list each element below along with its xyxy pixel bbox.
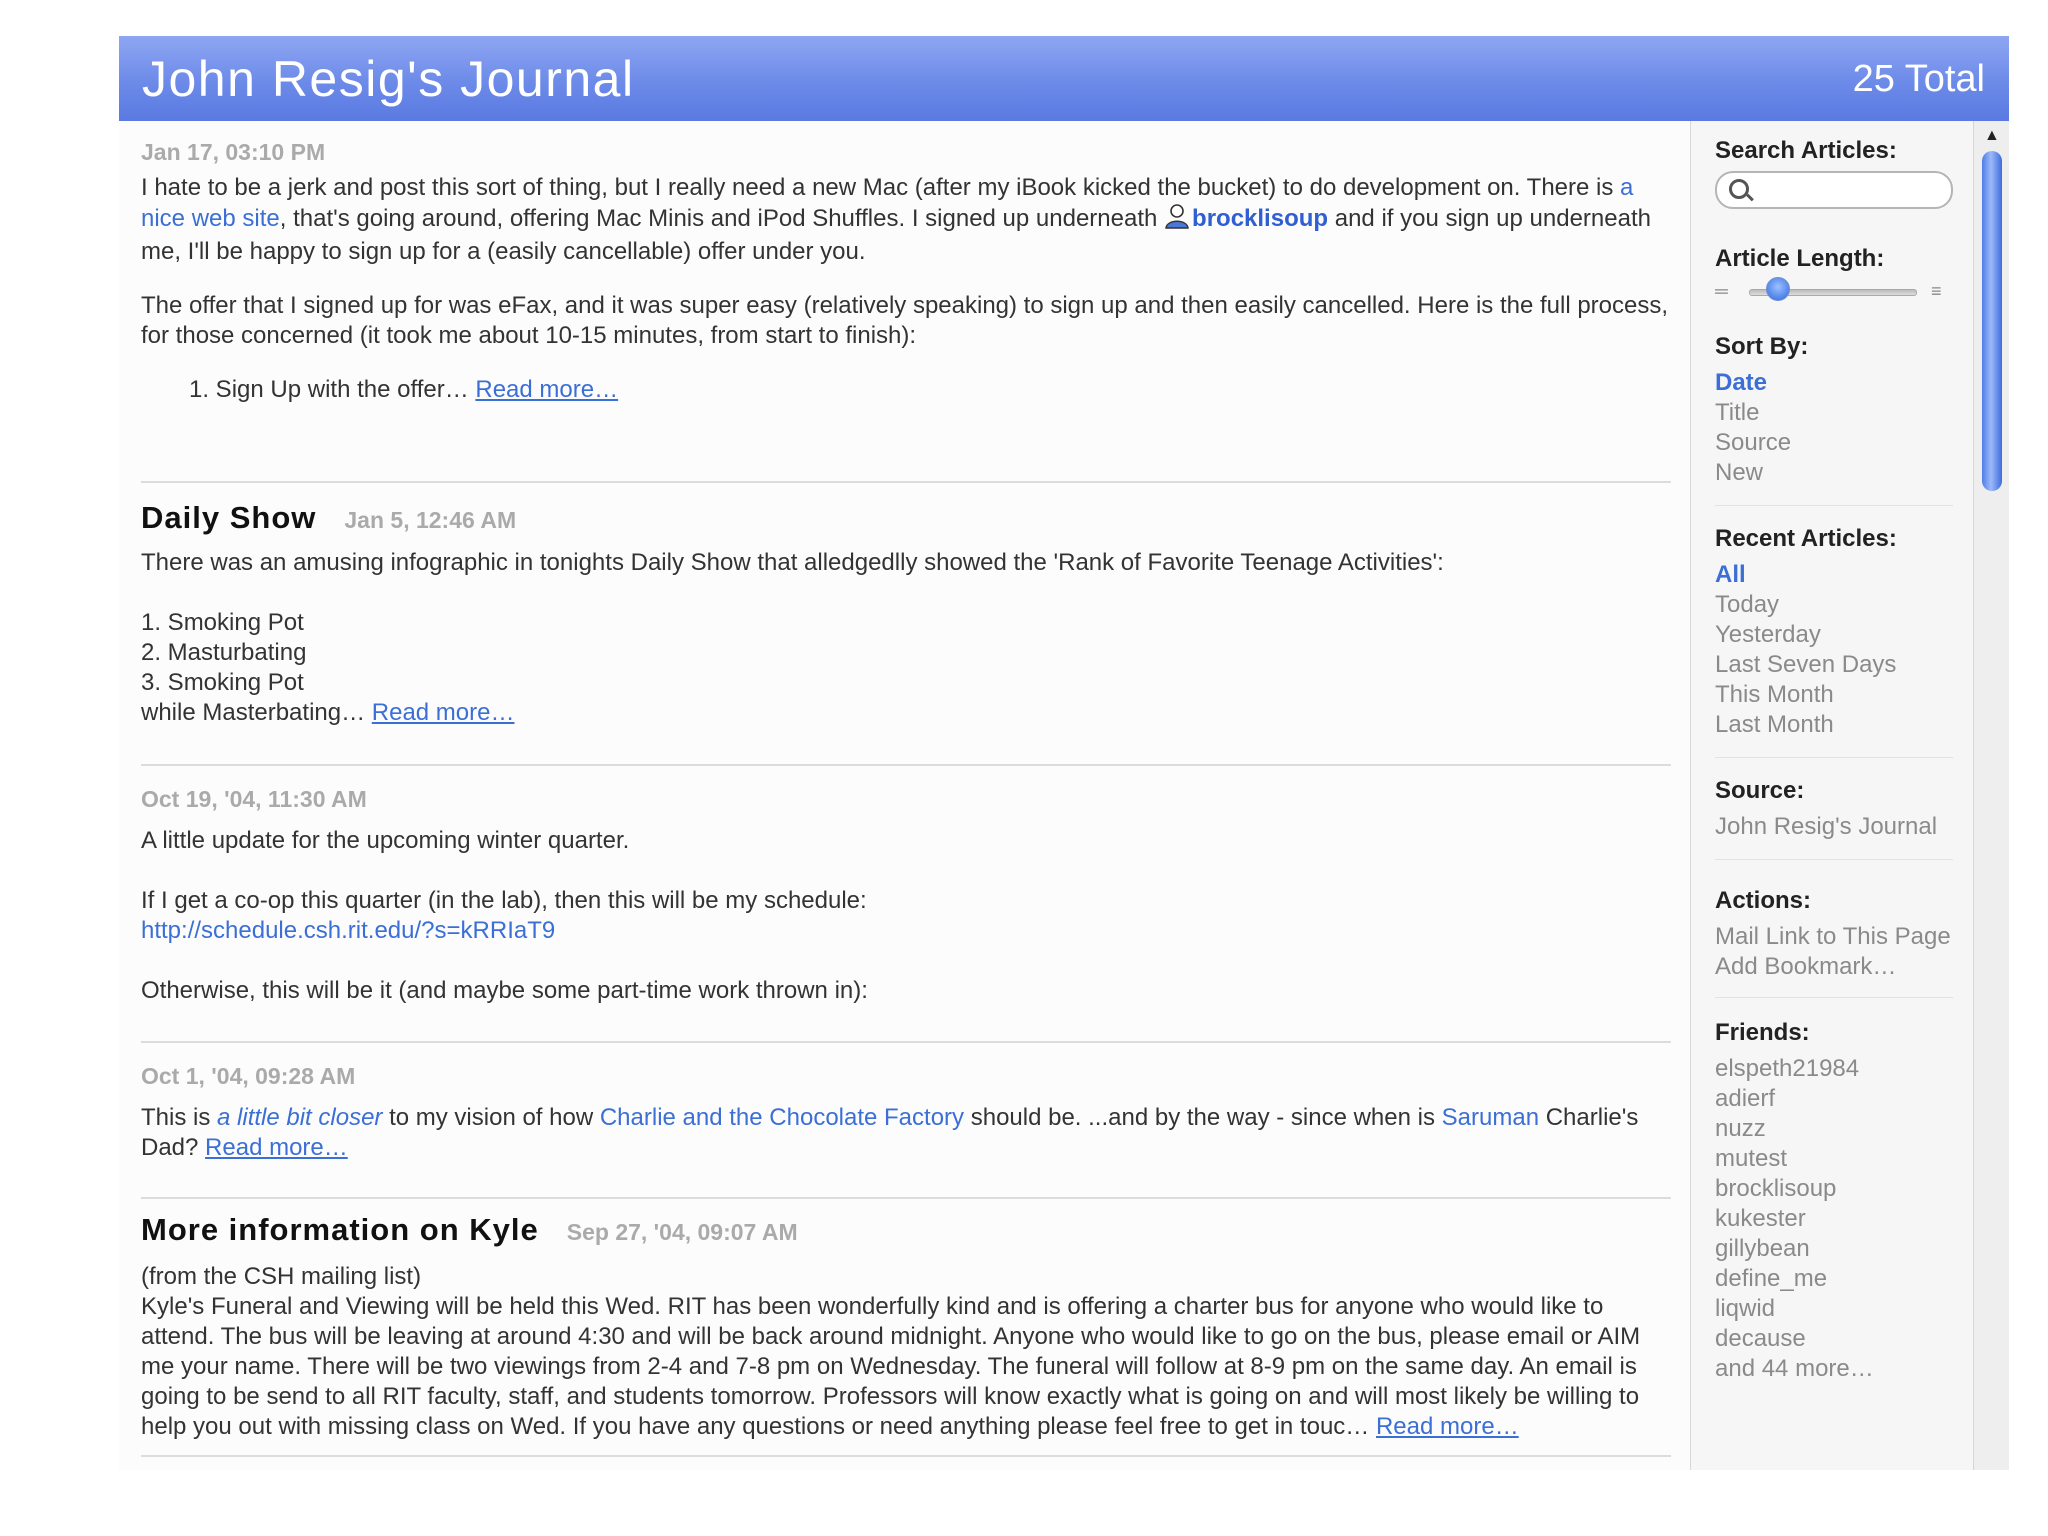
recent-this-month[interactable]: This Month bbox=[1715, 681, 1834, 708]
article-text: , that's going around, offering Mac Minis and iPod Shuffles. I signed up underneath bbox=[279, 205, 1165, 232]
article-text: to my vision of how bbox=[382, 1104, 600, 1131]
article-body bbox=[141, 173, 1671, 267]
article-date: Oct 19, '04, 11:30 AM bbox=[141, 786, 367, 812]
article-date: Jan 5, 12:46 AM bbox=[344, 507, 517, 533]
article-body: There was an amusing infographic in tonights Daily Show that alledgedlly showed the 'Rank of Favorite Teenage Activities': bbox=[141, 549, 1444, 576]
separator bbox=[1715, 859, 1953, 860]
article-4 bbox=[141, 1061, 1671, 1163]
article-text: while Masterbating… bbox=[141, 699, 372, 726]
scroll-up-icon[interactable]: ▲ bbox=[1984, 127, 2000, 144]
article-line bbox=[141, 698, 1671, 728]
article-line: 1. Smoking Pot bbox=[141, 609, 304, 636]
add-bookmark-action[interactable]: Add Bookmark… bbox=[1715, 953, 1897, 980]
recent-all[interactable]: All bbox=[1715, 561, 1746, 588]
sidebar bbox=[1691, 121, 1973, 1470]
article-header bbox=[141, 1212, 1671, 1248]
recent-today[interactable]: Today bbox=[1715, 591, 1780, 618]
separator bbox=[1715, 997, 1953, 998]
article-2 bbox=[141, 500, 1671, 728]
article-1 bbox=[141, 137, 1671, 405]
article-header bbox=[141, 500, 1671, 536]
friend-item[interactable]: gillybean bbox=[1715, 1235, 1810, 1262]
article-text: and if you sign up underneath me, I'll be happy to sign up for a (easily cancellable) offer under you. bbox=[141, 205, 1651, 265]
article-date: Sep 27, '04, 09:07 AM bbox=[566, 1219, 798, 1245]
user-icon bbox=[1164, 203, 1190, 237]
separator bbox=[141, 764, 1671, 766]
recent-last-month[interactable]: Last Month bbox=[1715, 711, 1834, 738]
search-icon bbox=[1729, 179, 1749, 199]
separator bbox=[141, 1197, 1671, 1199]
user-link-brocklisoup[interactable]: brocklisoup bbox=[1192, 205, 1329, 232]
article-date: Oct 1, '04, 09:28 AM bbox=[141, 1063, 356, 1089]
article-body bbox=[141, 1103, 1671, 1163]
source-value[interactable]: John Resig's Journal bbox=[1715, 813, 1938, 840]
separator bbox=[141, 481, 1671, 483]
mail-link-action[interactable]: Mail Link to This Page bbox=[1715, 923, 1951, 950]
article-title[interactable]: Daily Show bbox=[141, 500, 317, 535]
article-title[interactable]: More information on Kyle bbox=[141, 1212, 539, 1247]
friend-item[interactable]: elspeth21984 bbox=[1715, 1055, 1860, 1082]
article-body bbox=[141, 1292, 1671, 1442]
article-line: 2. Masturbating bbox=[141, 639, 307, 666]
read-more-link[interactable]: Read more… bbox=[205, 1134, 348, 1161]
articles-list bbox=[119, 121, 1690, 1470]
article-text: I hate to be a jerk and post this sort of thing, but I really need a new Mac (after my iBook kicked the bucket) to do development on. There is bbox=[141, 174, 1621, 201]
read-more-link[interactable]: Read more… bbox=[371, 699, 515, 726]
article-body: If I get a co-op this quarter (in the lab), then this will be my schedule: bbox=[141, 887, 867, 914]
friend-item[interactable]: mutest bbox=[1715, 1145, 1788, 1172]
journal-window bbox=[119, 36, 2009, 1470]
article-text: Kyle's Funeral and Viewing will be held this Wed. RIT has been wonderfully kind and is offering a charter bus for anyone who would like to attend. The bus will be leaving at around 4:30 and will be back around midnight. Anyone who would like to go on the bus, please email or AIM me your name. There will be two viewings from 2-4 and 7-8 pm on Wednesday. The funeral will follow at 8-9 pm on the same day. An email is going to be send to all RIT faculty, staff, and students tomorrow. Professors will know exactly what is going on and will most likely be willing to help you out with missing class on Wed. If you have any questions or need anything please feel free to get in touc… bbox=[141, 1293, 1641, 1440]
sort-by-label: Sort By: bbox=[1715, 333, 1809, 360]
recent-articles-label: Recent Articles: bbox=[1715, 525, 1897, 552]
charlie-chocolate-factory-link[interactable]: Charlie and the Chocolate Factory bbox=[599, 1104, 965, 1131]
list-item bbox=[141, 375, 1671, 405]
saruman-link[interactable]: Saruman bbox=[1441, 1104, 1540, 1131]
article-length-slider-handle[interactable] bbox=[1766, 277, 1790, 301]
total-count: 25 Total bbox=[1852, 58, 1985, 100]
article-body: Otherwise, this will be it (and maybe some part-time work thrown in): bbox=[141, 977, 868, 1004]
friends-more-link[interactable]: and 44 more… bbox=[1715, 1355, 1874, 1382]
article-date: Jan 17, 03:10 PM bbox=[141, 139, 326, 165]
article-text: should be. ...and by the way - since when is bbox=[964, 1104, 1442, 1131]
article-text: Charlie's Dad? bbox=[141, 1104, 1639, 1161]
read-more-link[interactable]: Read more… bbox=[475, 376, 619, 403]
sort-by-title[interactable]: Title bbox=[1715, 399, 1760, 426]
separator bbox=[141, 1041, 1671, 1043]
nice-web-site-link[interactable]: a nice web site bbox=[141, 174, 1634, 232]
friend-item[interactable]: brocklisoup bbox=[1715, 1175, 1837, 1202]
sort-by-source[interactable]: Source bbox=[1715, 429, 1792, 456]
page-title: John Resig's Journal bbox=[142, 51, 635, 107]
article-length-label: Article Length: bbox=[1715, 245, 1885, 272]
little-bit-closer-link[interactable]: a little bit closer bbox=[217, 1104, 383, 1131]
recent-yesterday[interactable]: Yesterday bbox=[1715, 621, 1821, 648]
friend-item[interactable]: define_me bbox=[1715, 1265, 1828, 1292]
recent-last-seven-days[interactable]: Last Seven Days bbox=[1715, 651, 1897, 678]
article-body: The offer that I signed up for was eFax, and it was super easy (relatively speaking) to sign up and then easily cancelled. Here is the full process, for those concerned (it took me about 10-15 minutes, from start to finish): bbox=[141, 292, 1669, 349]
separator bbox=[1715, 757, 1953, 758]
friend-item[interactable]: nuzz bbox=[1715, 1115, 1766, 1142]
header-bar bbox=[119, 36, 2009, 121]
friend-item[interactable]: liqwid bbox=[1715, 1295, 1776, 1322]
sort-by-date[interactable]: Date bbox=[1715, 369, 1768, 396]
scroll-thumb[interactable] bbox=[1982, 151, 2002, 491]
separator bbox=[141, 1455, 1671, 1457]
article-5 bbox=[141, 1212, 1671, 1442]
short-length-icon: ═ bbox=[1715, 281, 1728, 301]
friends-label: Friends: bbox=[1715, 1019, 1810, 1046]
article-text: This is bbox=[141, 1104, 218, 1131]
read-more-link[interactable]: Read more… bbox=[1375, 1413, 1519, 1440]
scrollbar[interactable] bbox=[1973, 121, 2009, 1470]
article-line: 3. Smoking Pot bbox=[141, 669, 304, 696]
separator bbox=[1715, 505, 1953, 506]
friend-item[interactable]: adierf bbox=[1715, 1085, 1776, 1112]
source-label: Source: bbox=[1715, 777, 1805, 804]
list-item-text: 1. Sign Up with the offer… bbox=[189, 376, 476, 403]
friend-item[interactable]: kukester bbox=[1715, 1205, 1806, 1232]
actions-label: Actions: bbox=[1715, 887, 1811, 914]
sort-by-new[interactable]: New bbox=[1715, 459, 1764, 486]
article-body: (from the CSH mailing list) bbox=[141, 1263, 422, 1290]
search-input[interactable] bbox=[1715, 171, 1953, 209]
friend-item[interactable]: decause bbox=[1715, 1325, 1806, 1352]
article-3 bbox=[141, 784, 1671, 1006]
article-body: A little update for the upcoming winter quarter. bbox=[141, 827, 630, 854]
search-label: Search Articles: bbox=[1715, 137, 1897, 164]
long-length-icon: ≡ bbox=[1931, 281, 1942, 301]
schedule-link[interactable]: http://schedule.csh.rit.edu/?s=kRRIaT9 bbox=[141, 917, 556, 944]
